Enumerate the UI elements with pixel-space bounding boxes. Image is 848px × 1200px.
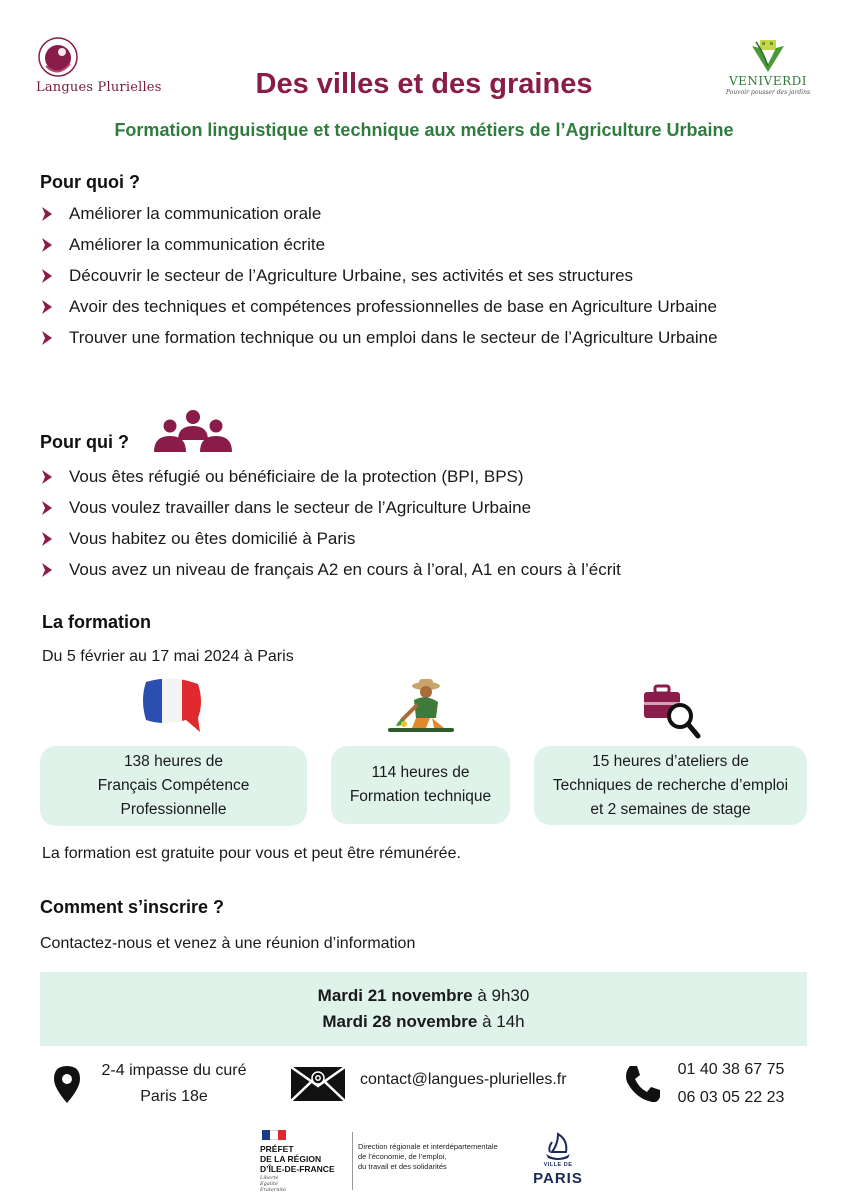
- veniverdi-name: VENIVERDI: [729, 74, 807, 88]
- phone-icon: [622, 1064, 662, 1104]
- motto-line: Fraternité: [260, 1187, 286, 1193]
- veniverdi-emblem-icon: [722, 36, 814, 74]
- pill-line: et 2 semaines de stage: [590, 800, 751, 818]
- list-item-text: Améliorer la communication écrite: [69, 235, 326, 254]
- phone-2[interactable]: 06 03 05 22 23: [677, 1089, 785, 1106]
- pill-line: Techniques de recherche d’emploi: [552, 776, 789, 794]
- list-item-text: Avoir des techniques et compétences professionnelles de base en Agriculture Urbaine: [69, 297, 717, 316]
- list-item: [40, 322, 718, 353]
- dreets-text: [358, 1142, 518, 1172]
- paris-ship-icon: [528, 1132, 588, 1162]
- formation-dates: Du 5 février au 17 mai 2024 à Paris: [42, 648, 294, 665]
- inscription-intro: Contactez-nous et venez à une réunion d’information: [40, 935, 416, 952]
- pourqui-list: [40, 461, 621, 585]
- formation-heading: La formation: [42, 612, 152, 632]
- address-line-1: 2-4 impasse du curé: [101, 1062, 247, 1079]
- ville-de-paris-logo: [528, 1132, 588, 1192]
- pourqui-heading: Pour qui ?: [40, 432, 129, 452]
- paris-big-text: PARIS: [533, 1170, 583, 1187]
- list-item: [40, 291, 718, 322]
- gardener-icon: [386, 676, 456, 736]
- meeting-1-date: Mardi 21 novembre: [317, 986, 473, 1005]
- pill-line: Professionnelle: [120, 801, 227, 818]
- meeting-1: [318, 983, 530, 1009]
- location-pin-icon: [50, 1064, 84, 1104]
- list-item: [40, 461, 621, 492]
- pill-line: 15 heures d’ateliers de: [592, 752, 749, 770]
- job-search-icon: [640, 680, 702, 740]
- veniverdi-tagline: Pouvoir pousser des jardins: [725, 89, 811, 96]
- list-item-text: Vous habitez ou êtes domicilié à Paris: [69, 529, 356, 548]
- pill-technical-hours: [331, 746, 510, 824]
- chevron-right-icon: [40, 268, 54, 284]
- mail-icon: [290, 1066, 346, 1102]
- inscription-heading: Comment s’inscrire ?: [40, 897, 225, 917]
- list-item: [40, 229, 718, 260]
- chevron-right-icon: [40, 469, 54, 485]
- pill-line: Français Compétence: [97, 777, 250, 794]
- pill-job-search-hours: [534, 746, 807, 825]
- meeting-1-time: à 9h30: [477, 986, 530, 1005]
- list-item: [40, 523, 621, 554]
- list-item-text: Vous êtes réfugié ou bénéficiaire de la protection (BPI, BPS): [69, 467, 524, 486]
- prefet-motto: [260, 1175, 286, 1193]
- motto-line: Égalité: [260, 1181, 278, 1187]
- langues-plurielles-text: Langues Plurielles: [36, 80, 162, 95]
- list-item-text: Améliorer la communication orale: [69, 204, 322, 223]
- address: [88, 1058, 260, 1110]
- prefet-logo: [260, 1128, 350, 1198]
- list-item-text: Vous voulez travailler dans le secteur de l’Agriculture Urbaine: [69, 498, 532, 517]
- phone-numbers: [660, 1056, 802, 1112]
- paris-small-text: VILLE DE: [543, 1162, 573, 1168]
- dreets-line: Direction régionale et interdépartementale: [358, 1142, 498, 1151]
- chevron-right-icon: [40, 562, 54, 578]
- list-item: [40, 260, 718, 291]
- page-title: Des villes et des graines: [255, 68, 593, 100]
- chevron-right-icon: [40, 531, 54, 547]
- address-line-2: Paris 18e: [140, 1088, 208, 1105]
- dreets-line: du travail et des solidarités: [358, 1162, 447, 1171]
- meeting-2-date: Mardi 28 novembre: [322, 1012, 478, 1031]
- dreets-line: de l’économie, de l’emploi,: [358, 1152, 447, 1161]
- chevron-right-icon: [40, 206, 54, 222]
- french-flag-icon: [262, 1130, 286, 1140]
- langues-plurielles-emblem-icon: [36, 36, 132, 82]
- pill-line: Formation technique: [349, 788, 492, 805]
- pourquoi-heading: Pour quoi ?: [40, 172, 140, 192]
- french-speech-bubble-icon: [138, 676, 206, 734]
- phone-1[interactable]: 01 40 38 67 75: [677, 1061, 785, 1078]
- chevron-right-icon: [40, 237, 54, 253]
- pill-french-hours: [40, 746, 307, 826]
- free-note: La formation est gratuite pour vous et peut être rémunérée.: [42, 845, 461, 862]
- langues-plurielles-logo: [36, 36, 162, 100]
- prefet-text: [260, 1144, 335, 1174]
- prefet-line: D’ÎLE-DE-FRANCE: [260, 1164, 335, 1174]
- people-group-icon: [148, 410, 238, 452]
- chevron-right-icon: [40, 500, 54, 516]
- meetings-box: [40, 972, 807, 1046]
- prefet-line: PRÉFET: [260, 1144, 294, 1154]
- footer-divider: [352, 1132, 353, 1190]
- list-item: [40, 554, 621, 585]
- veniverdi-logo: [722, 36, 814, 100]
- list-item-text: Découvrir le secteur de l’Agriculture Urbaine, ses activités et ses structures: [69, 266, 634, 285]
- pill-line: 138 heures de: [123, 753, 224, 770]
- prefet-line: DE LA RÉGION: [260, 1154, 322, 1164]
- list-item-text: Vous avez un niveau de français A2 en cours à l’oral, A1 en cours à l’écrit: [69, 560, 621, 579]
- meeting-2-time: à 14h: [482, 1012, 525, 1031]
- list-item: [40, 492, 621, 523]
- chevron-right-icon: [40, 330, 54, 346]
- meeting-2: [322, 1009, 524, 1035]
- email-link[interactable]: contact@langues-plurielles.fr: [360, 1071, 567, 1088]
- motto-line: Liberté: [260, 1175, 279, 1181]
- chevron-right-icon: [40, 299, 54, 315]
- pourquoi-list: [40, 198, 718, 353]
- list-item: [40, 198, 718, 229]
- list-item-text: Trouver une formation technique ou un emploi dans le secteur de l’Agriculture Urbaine: [69, 328, 718, 347]
- pill-line: 114 heures de: [371, 764, 470, 781]
- page-subtitle: Formation linguistique et technique aux métiers de l’Agriculture Urbaine: [114, 120, 734, 140]
